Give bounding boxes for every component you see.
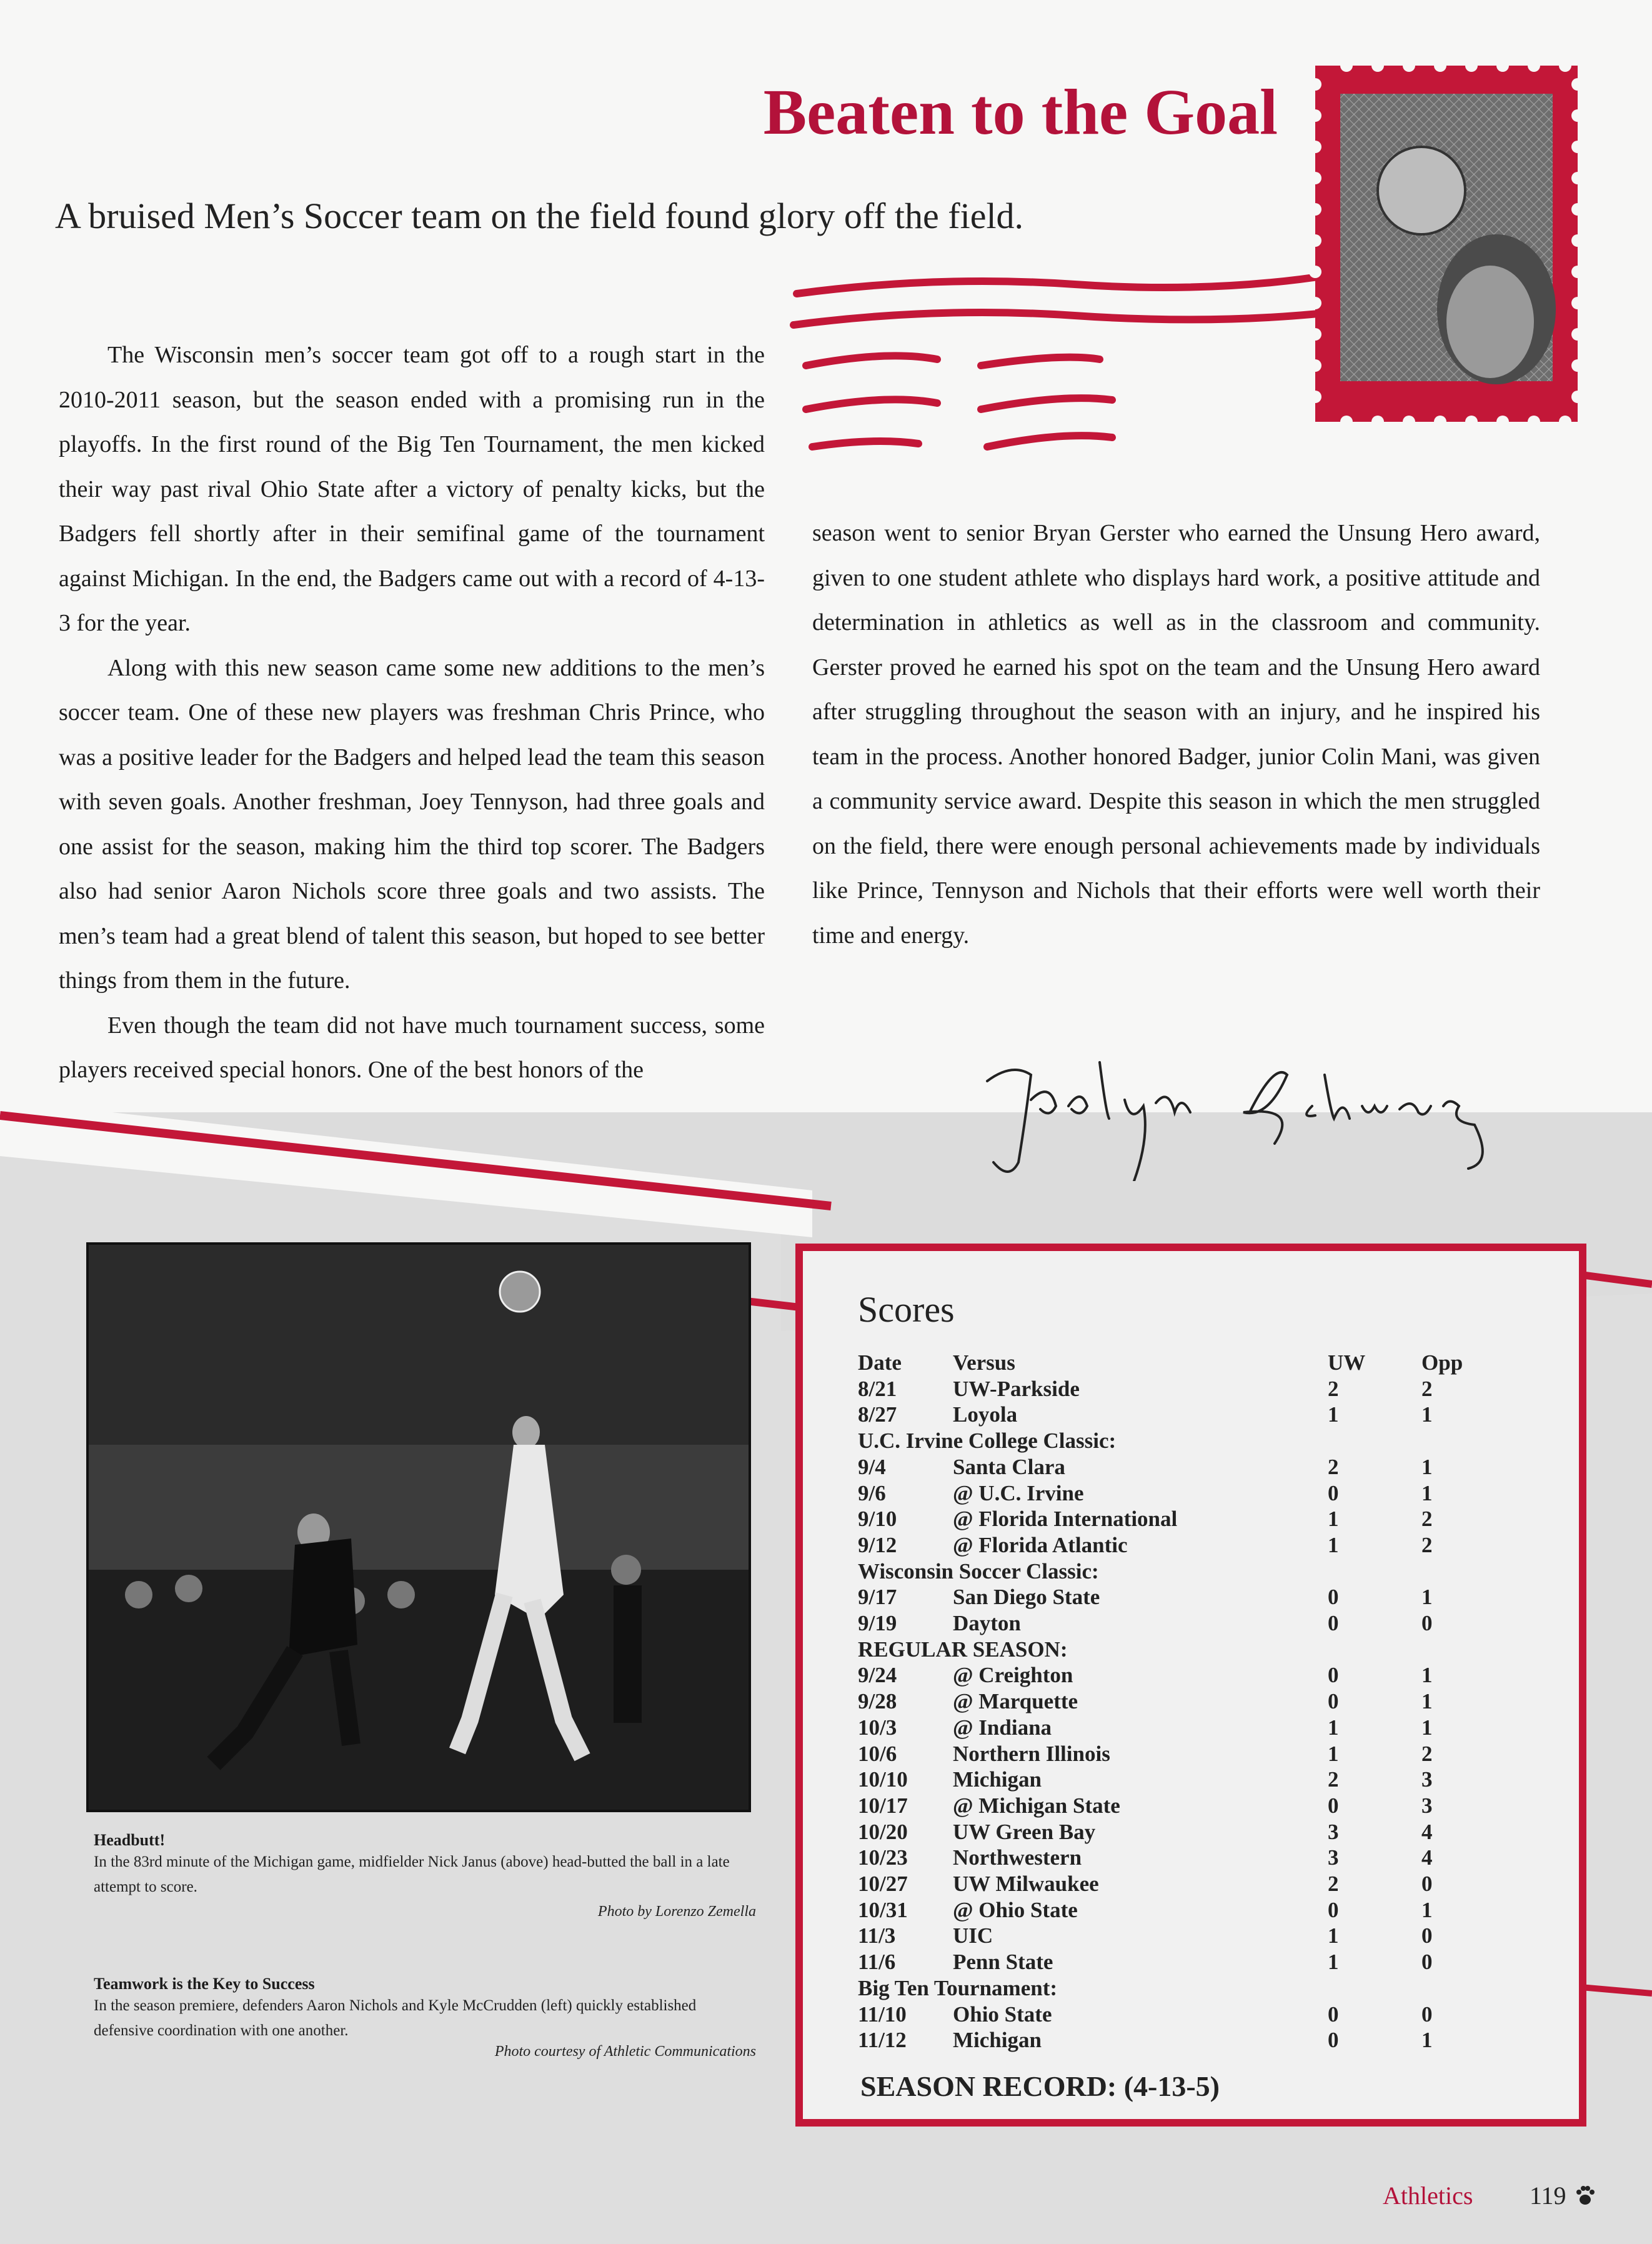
scores-table xyxy=(858,1350,1484,2053)
article-paragraph: season went to senior Bryan Gerster who earned the Unsung Hero award, given to one student athlete who displays hard work, a positive attitude and determination in athletics as well as in the classroom and community. Gerster proved he earned his spot on the team and the Unsung Hero award after struggling throughout the season with an injury, and he inspired his team in the process. Another honored Badger, junior Colin Mani, was given a community service award. Despite this season in which the men struggled on the field, there were enough personal achievements made by individuals like Prince, Tennyson and Nichols that their efforts were well worth their time and energy. xyxy=(812,520,1540,949)
table-row xyxy=(858,1741,1484,1767)
uw-score: 0 xyxy=(1328,1480,1339,1505)
opponent: @ U.C. Irvine xyxy=(953,1480,1084,1505)
article-column-2 xyxy=(812,511,1540,958)
uw-score: 1 xyxy=(1328,1715,1339,1740)
uw-score: 1 xyxy=(1328,1950,1339,1975)
opponent: @ Marquette xyxy=(953,1689,1078,1714)
game-date: 9/19 xyxy=(858,1611,897,1636)
game-date: 11/3 xyxy=(858,1923,896,1948)
table-row xyxy=(858,2027,1484,2053)
uw-score: 0 xyxy=(1328,1689,1339,1714)
photo1-caption xyxy=(94,1831,756,1920)
uw-score: 0 xyxy=(1328,1663,1339,1688)
opp-score: 2 xyxy=(1421,1507,1433,1532)
opponent: San Diego State xyxy=(953,1585,1100,1610)
table-row xyxy=(858,1793,1484,1819)
postmark-lines xyxy=(794,275,1331,447)
table-row xyxy=(858,1767,1484,1793)
opponent: Santa Clara xyxy=(953,1454,1065,1479)
game-date: 9/17 xyxy=(858,1585,897,1610)
opp-score: 4 xyxy=(1421,1819,1433,1844)
game-date: 11/10 xyxy=(858,2002,907,2027)
uw-score: 2 xyxy=(1328,1376,1339,1401)
opponent: Penn State xyxy=(953,1950,1053,1975)
table-row xyxy=(858,1454,1484,1480)
uw-score: 2 xyxy=(1328,1454,1339,1479)
opp-score: 1 xyxy=(1421,1663,1433,1688)
scores-section-row xyxy=(858,1975,1484,2002)
header-uw: UW xyxy=(1328,1350,1366,1375)
uw-score: 0 xyxy=(1328,1793,1339,1818)
footer-section-name: Athletics xyxy=(1383,2182,1473,2210)
photo-credit: Photo by Lorenzo Zemella xyxy=(597,1903,756,1920)
game-date: 11/6 xyxy=(858,1950,896,1975)
photo-credit: Photo courtesy of Athletic Communications xyxy=(494,2043,756,2060)
game-date: 10/20 xyxy=(858,1819,908,1844)
opp-score: 1 xyxy=(1421,1689,1433,1714)
opponent: Michigan xyxy=(953,2028,1042,2053)
opponent: UW-Parkside xyxy=(953,1376,1080,1401)
caption-heading: Teamwork is the Key to Success xyxy=(94,1975,315,1993)
opponent: @ Michigan State xyxy=(953,1793,1120,1818)
opponent: @ Creighton xyxy=(953,1663,1073,1688)
opp-score: 1 xyxy=(1421,1480,1433,1505)
table-row xyxy=(858,1688,1484,1715)
game-date: 10/27 xyxy=(858,1872,908,1897)
game-date: 10/31 xyxy=(858,1897,908,1922)
table-row xyxy=(858,1845,1484,1871)
photo2-caption xyxy=(94,1975,756,2060)
scores-section-row xyxy=(858,1637,1484,1663)
uw-score: 0 xyxy=(1328,2002,1339,2027)
table-row xyxy=(858,1819,1484,1845)
opp-score: 1 xyxy=(1421,1897,1433,1922)
opp-score: 3 xyxy=(1421,1793,1433,1818)
opp-score: 4 xyxy=(1421,1845,1433,1870)
page-subtitle: A bruised Men’s Soccer team on the field found glory off the field. xyxy=(55,196,1024,236)
opponent: UIC xyxy=(953,1923,993,1948)
uw-score: 2 xyxy=(1328,1767,1339,1792)
opp-score: 0 xyxy=(1421,1950,1433,1975)
game-date: 9/28 xyxy=(858,1689,897,1714)
paw-print-icon xyxy=(1576,2183,1595,2206)
uw-score: 1 xyxy=(1328,1402,1339,1427)
opp-score: 3 xyxy=(1421,1767,1433,1792)
game-date: 9/10 xyxy=(858,1507,897,1532)
stamp-photo xyxy=(1309,59,1584,428)
opponent: Loyola xyxy=(953,1402,1018,1427)
caption-text: In the season premiere, defenders Aaron Nichols and Kyle McCrudden (left) quickly established defensive coordination with one another. xyxy=(94,1997,697,2039)
table-row xyxy=(858,1584,1484,1610)
opp-score: 2 xyxy=(1421,1741,1433,1766)
game-date: 10/6 xyxy=(858,1741,897,1766)
table-row xyxy=(858,1871,1484,1897)
footer-page-number: 119 xyxy=(1530,2182,1566,2210)
table-row xyxy=(858,1715,1484,1741)
section-label: Big Ten Tournament: xyxy=(858,1975,1057,2000)
opponent: Dayton xyxy=(953,1611,1021,1636)
uw-score: 2 xyxy=(1328,1872,1339,1897)
soccer-action-photo xyxy=(86,1242,751,1812)
header-versus: Versus xyxy=(953,1350,1015,1375)
game-date: 10/23 xyxy=(858,1845,908,1870)
opp-score: 2 xyxy=(1421,1532,1433,1557)
table-row xyxy=(858,2002,1484,2028)
opponent: Michigan xyxy=(953,1767,1042,1792)
section-label: REGULAR SEASON: xyxy=(858,1637,1068,1662)
article-paragraph: The Wisconsin men’s soccer team got off to a rough start in the 2010-2011 season, but the season ended with a promising run in the playoffs. In the first round of the Big Ten Tournament, the men kicked their way past rival Ohio State after a victory of penalty kicks, but the Badgers fell shortly after in their semifinal game of the tournament against Michigan. In the end, the Badgers came out with a record of 4-13-3 for the year. xyxy=(59,342,765,636)
uw-score: 3 xyxy=(1328,1845,1339,1870)
scores-title: Scores xyxy=(858,1289,955,1330)
uw-score: 1 xyxy=(1328,1507,1339,1532)
scores-header-row xyxy=(858,1350,1484,1376)
red-diagonal-line-3 xyxy=(1581,1275,1652,1284)
table-row xyxy=(858,1923,1484,1949)
table-row xyxy=(858,1662,1484,1688)
scores-section-row xyxy=(858,1428,1484,1454)
opp-score: 0 xyxy=(1421,1923,1433,1948)
table-row xyxy=(858,1897,1484,1923)
uw-score: 1 xyxy=(1328,1532,1339,1557)
table-row xyxy=(858,1376,1484,1402)
uw-score: 1 xyxy=(1328,1923,1339,1948)
uw-score: 3 xyxy=(1328,1819,1339,1844)
header-date: Date xyxy=(858,1350,902,1375)
game-date: 9/6 xyxy=(858,1480,886,1505)
scores-box xyxy=(795,1244,1586,2127)
article-paragraph: Even though the team did not have much tournament success, some players received special honors. One of the best honors of the xyxy=(59,1012,765,1083)
table-row xyxy=(858,1610,1484,1637)
opp-score: 0 xyxy=(1421,1872,1433,1897)
article-column-1 xyxy=(59,333,765,1093)
opponent: @ Ohio State xyxy=(953,1897,1078,1922)
game-date: 8/27 xyxy=(858,1402,897,1427)
section-label: U.C. Irvine College Classic: xyxy=(858,1429,1117,1454)
table-row xyxy=(858,1402,1484,1428)
game-date: 11/12 xyxy=(858,2028,907,2053)
uw-score: 0 xyxy=(1328,1897,1339,1922)
opp-score: 2 xyxy=(1421,1376,1433,1401)
opponent: UW Green Bay xyxy=(953,1819,1096,1844)
uw-score: 0 xyxy=(1328,1611,1339,1636)
caption-heading: Headbutt! xyxy=(94,1831,166,1849)
opp-score: 0 xyxy=(1421,2002,1433,2027)
header-opp: Opp xyxy=(1421,1350,1463,1375)
game-date: 9/4 xyxy=(858,1454,886,1479)
table-row xyxy=(858,1949,1484,1975)
uw-score: 1 xyxy=(1328,1741,1339,1766)
game-date: 10/10 xyxy=(858,1767,908,1792)
opponent: @ Indiana xyxy=(953,1715,1052,1740)
opponent: Ohio State xyxy=(953,2002,1052,2027)
game-date: 10/17 xyxy=(858,1793,908,1818)
scores-section-row xyxy=(858,1558,1484,1585)
opponent: @ Florida Atlantic xyxy=(953,1532,1128,1557)
opponent: Northwestern xyxy=(953,1845,1082,1870)
opp-score: 1 xyxy=(1421,1454,1433,1479)
author-signature xyxy=(975,1037,1556,1181)
uw-score: 0 xyxy=(1328,1585,1339,1610)
game-date: 8/21 xyxy=(858,1376,897,1401)
opp-score: 1 xyxy=(1421,1402,1433,1427)
table-row xyxy=(858,1532,1484,1558)
opponent: UW Milwaukee xyxy=(953,1872,1099,1897)
opponent: @ Florida International xyxy=(953,1507,1178,1532)
page-title: Beaten to the Goal xyxy=(763,76,1278,148)
opponent: Northern Illinois xyxy=(953,1741,1110,1766)
table-row xyxy=(858,1480,1484,1507)
uw-score: 0 xyxy=(1328,2028,1339,2053)
season-record: SEASON RECORD: (4-13-5) xyxy=(860,2070,1220,2102)
opp-score: 1 xyxy=(1421,1585,1433,1610)
game-date: 9/24 xyxy=(858,1663,897,1688)
opp-score: 0 xyxy=(1421,1611,1433,1636)
game-date: 10/3 xyxy=(858,1715,897,1740)
article-paragraph: Along with this new season came some new additions to the men’s soccer team. One of these new players was freshman Chris Prince, who was a positive leader for the Badgers and helped lead the team this season with seven goals. Another freshman, Joey Tennyson, had three goals and one assist for the season, making him the third top scorer. The Badgers also had senior Aaron Nichols score three goals and two assists. The men’s team had a great blend of talent this season, but hoped to see better things from them in the future. xyxy=(59,654,765,994)
section-label: Wisconsin Soccer Classic: xyxy=(858,1558,1099,1583)
game-date: 9/12 xyxy=(858,1532,897,1557)
opp-score: 1 xyxy=(1421,1715,1433,1740)
opp-score: 1 xyxy=(1421,2028,1433,2053)
caption-text: In the 83rd minute of the Michigan game, midfielder Nick Janus (above) head-butted the ball in a late attempt to score. xyxy=(94,1853,730,1895)
table-row xyxy=(858,1506,1484,1532)
